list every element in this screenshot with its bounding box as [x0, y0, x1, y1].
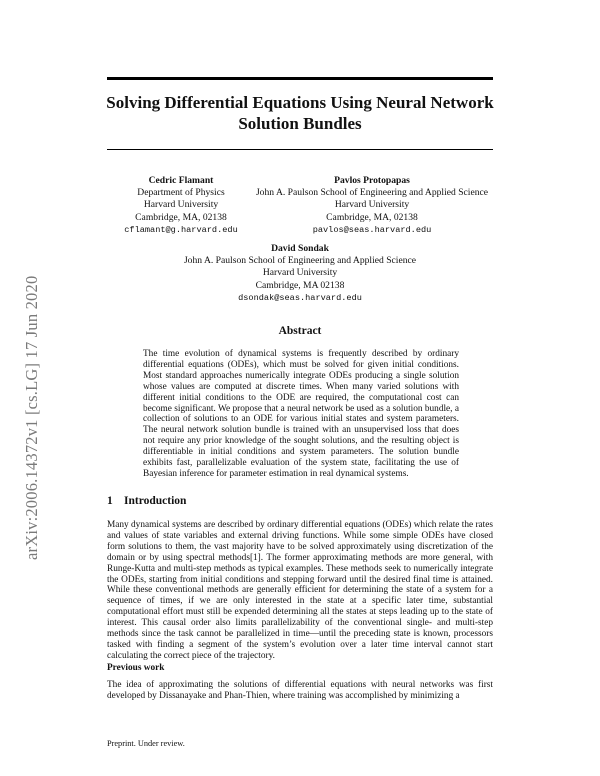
- author-block-protopapas: [232, 175, 512, 236]
- author-name: Pavlos Protopapas: [334, 175, 410, 186]
- page-footer-note: Preprint. Under review.: [107, 739, 185, 748]
- author-name: Cedric Flamant: [148, 175, 214, 186]
- author-name: David Sondak: [271, 243, 329, 254]
- author-affiliation-line: Cambridge, MA, 02138: [326, 211, 418, 223]
- abstract-text: The time evolution of dynamical systems is frequently described by ordinary differential equations (ODEs), which must be solved for given initial conditions. Most standard approaches numerically integrate ODEs producing a single solution whose values are computed at discrete times. When many varied solutions with different initial conditions to the ODE are required, the computational cost can become significant. We propose that a neural network be used as a solution bundle, a collection of solutions to an ODE for various initial states and system parameters. The neural network solution bundle is trained with an unsupervised loss that does not require any prior knowledge of the sought solutions, and the resulting object is differentiable in initial conditions and system parameters. The solution bundle exhibits fast, parallelizable evaluation of the system state, facilitating the use of Bayesian inference for parameter estimation in real dynamical systems.: [143, 349, 459, 479]
- section-heading-introduction: [107, 495, 186, 507]
- author-affiliation-line: Department of Physics: [137, 187, 225, 199]
- previous-work-paragraph: The idea of approximating the solutions of differential equations with neural networks was first developed by Dissanayake and Phan-Thien, where training was accomplished by minimizing a: [107, 680, 493, 701]
- author-email: cflamant@g.harvard.edu: [124, 224, 238, 235]
- introduction-paragraph: Many dynamical systems are described by ordinary differential equations (ODEs) which relate the rates and values of state variables and external driving functions. While some simple ODEs have closed form solutions to them, the vast majority have to be solved approximately using discretization of the domain or by using spectral methods[1]. The former approximating methods are more general, with Runge-Kutta and multi-step methods as typical examples. These methods seek to numerically integrate the ODEs, starting from initial conditions and stepping forward until the desired final time is attained. While these conventional methods are generally efficient for determining the state of a system for a sequence of times, if we are only interested in the state at a specific later time, substantial computational effort must still be expended determining all the states at steps leading up to the state of interest. This causal order also limits parallelizability of the conventional single- and multi-step methods since the task cannot be parallelized in time—until the preceding state is known, processors tasked with finding a segment of the system’s evolution over a later time interval cannot start calculating the correct piece of the trajectory.: [107, 520, 493, 661]
- author-affiliation-line: Cambridge, MA 02138: [255, 279, 345, 291]
- section-title: Introduction: [124, 495, 187, 507]
- author-affiliation-line: Harvard University: [334, 199, 410, 211]
- author-affiliation-line: John A. Paulson School of Engineering and Applied Science: [183, 255, 417, 267]
- author-email: pavlos@seas.harvard.edu: [312, 224, 432, 235]
- abstract-heading: Abstract: [278, 325, 322, 337]
- author-affiliation-line: Cambridge, MA, 02138: [135, 211, 227, 223]
- paper-title: Solving Differential Equations Using Neural Network Solution Bundles: [106, 93, 494, 133]
- author-affiliation-line: Harvard University: [262, 267, 338, 279]
- author-block-sondak: [160, 243, 440, 304]
- title-top-rule: [107, 77, 493, 80]
- author-affiliation-line: Harvard University: [143, 199, 219, 211]
- author-email: dsondak@seas.harvard.edu: [238, 292, 362, 303]
- title-bottom-rule: [107, 149, 493, 150]
- subsection-heading-previous-work: Previous work: [107, 663, 165, 673]
- section-number: 1: [107, 495, 113, 507]
- arxiv-identifier-stamp: arXiv:2006.14372v1 [cs.LG] 17 Jun 2020: [22, 275, 41, 560]
- author-affiliation-line: John A. Paulson School of Engineering and Applied Science: [255, 187, 489, 199]
